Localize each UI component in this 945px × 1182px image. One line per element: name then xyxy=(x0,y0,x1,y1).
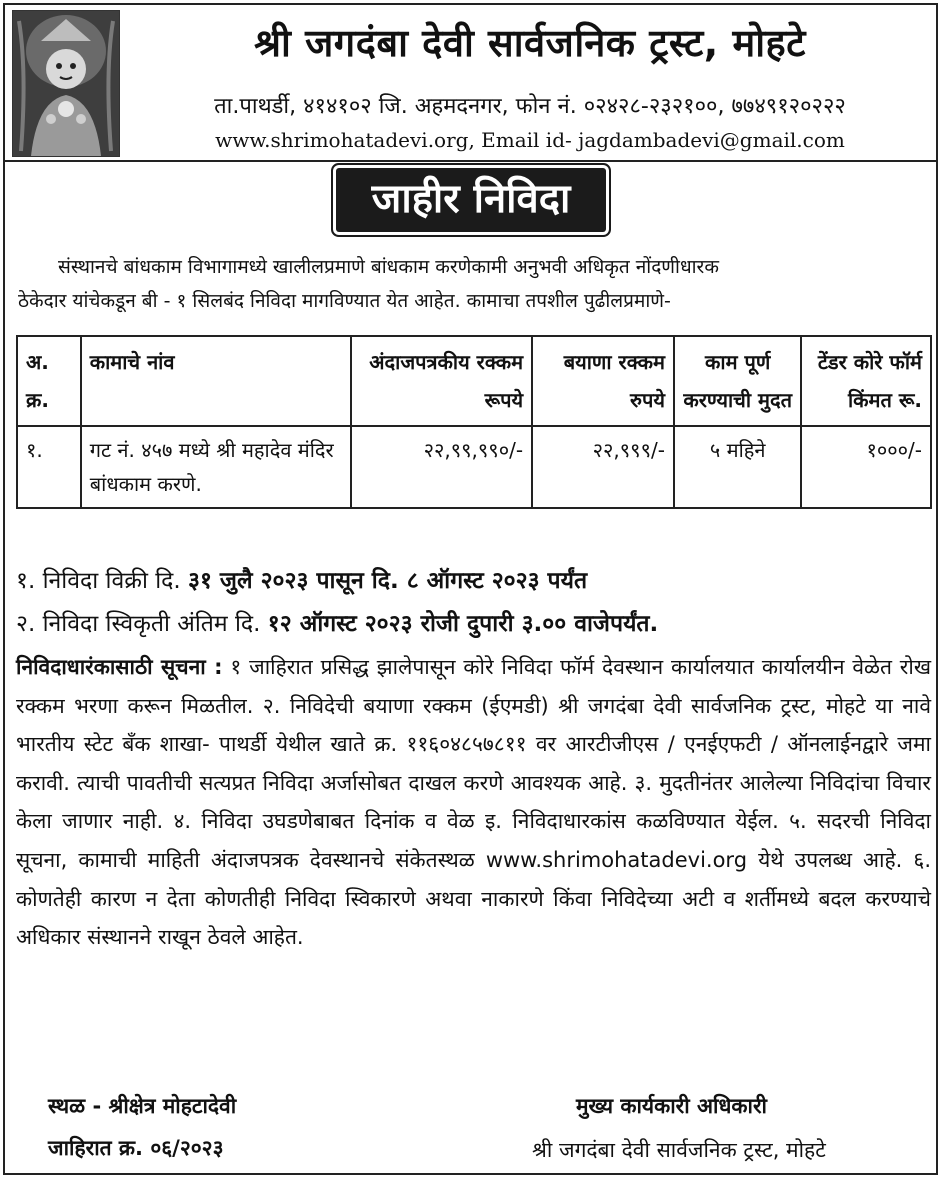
deity-photo xyxy=(12,10,120,157)
table-cell: २२,९९,९९०/- xyxy=(351,426,532,508)
notice-badge: जाहीर निविदा xyxy=(336,168,606,232)
point-2-deadline: १२ ऑगस्ट २०२३ रोजी दुपारी ३.०० वाजेपर्यंत. xyxy=(267,611,659,637)
table-cell: गट नं. ४५७ मध्ये श्री महादेव मंदिर बांधकाम करणे. xyxy=(81,426,351,508)
point-1-prefix: १. निविदा विक्री दि. xyxy=(16,568,188,594)
table-header: बयाणा रक्कम रुपये xyxy=(532,336,674,426)
table-header: कामाचे नांव xyxy=(81,336,351,426)
point-1-dates: ३१ जुलै २०२३ पासून दि. ८ ऑगस्ट २०२३ पर्यंत xyxy=(188,568,588,594)
table-header: काम पूर्ण करण्याची मुदत xyxy=(674,336,801,426)
trust-address: ता.पाथर्डी, ४१४१०२ जि. अहमदनगर, फोन नं. ०२४२८-२३२१००, ७७४९१२०२२२ xyxy=(214,94,846,119)
footer-organization: श्री जगदंबा देवी सार्वजनिक ट्रस्ट, मोहटे xyxy=(532,1138,826,1162)
table-cell: १०००/- xyxy=(801,426,931,508)
intro-line-1: संस्थानचे बांधकाम विभागामध्ये खालीलप्रमाणे बांधकाम करणेकामी अनुभवी अधिकृत नोंदणीधारक xyxy=(58,256,719,278)
footer-ad-number-text: जाहिरात क्र. ०६/२०२३ xyxy=(48,1136,224,1160)
table-header-row xyxy=(17,336,931,426)
footer-ad-number xyxy=(48,1134,224,1162)
intro-paragraph xyxy=(18,250,928,318)
table-header: टेंडर कोरे फॉर्म किंमत रू. xyxy=(801,336,931,426)
footer-place xyxy=(48,1092,236,1120)
table-cell: २२,९९९/- xyxy=(532,426,674,508)
table-header: अ. क्र. xyxy=(17,336,81,426)
table-cell: १. xyxy=(17,426,81,508)
intro-line-2: ठेकेदार यांचेकडून बी - १ सिलबंद निविदा मागविण्यात येत आहेत. कामाचा तपशील पुढीलप्रमाणे- xyxy=(18,290,671,312)
table-header: अंदाजपत्रकीय रक्कम रूपये xyxy=(351,336,532,426)
instructions-heading: निविदाधारंकासाठी सूचना : xyxy=(16,655,223,679)
point-sale-dates xyxy=(16,563,587,595)
table-cell: ५ महिने xyxy=(674,426,801,508)
tender-table xyxy=(16,335,932,509)
footer-signatory xyxy=(576,1092,767,1120)
table-row xyxy=(17,426,931,508)
header-divider xyxy=(3,160,938,162)
bidder-instructions xyxy=(16,648,931,957)
instructions-text: १ जाहिरात प्रसिद्ध झालेपासून कोरे निविदा फॉर्म देवस्थान कार्यालयात कार्यालयीन वेळेत रोख रक्कम भरणा करून मिळतील. २. निविदेची बयाणा रक्कम (ईएमडी) श्री जगदंबा देवी सार्वजनिक ट्रस्ट, मोहटे या नावे भारतीय स्टेट बँक शाखा- पाथर्डी येथील खाते क्र. ११६०४८५७८११ वर आरटीजीएस / एनईएफटी / ऑनलाईनद्वारे जमा करावी. त्याची पावतीची सत्यप्रत निविदा अर्जासोबत दाखल करणे आवश्यक आहे. ३. मुदतीनंतर आलेल्या निविदांचा विचार केला जाणार नाही. ४. निविदा उघडणेबाबत दिनांक व वेळ इ. निविदाधारकांस कळविण्यात येईल. ५. सदरची निविदा सूचना, कामाची माहिती अंदाजपत्रक देवस्थानचे संकेतस्थळ www.shrimohatadevi.org येथे उपलब्ध आहे. ६. कोणतेही कारण न देता कोणतीही निविदा स्विकारणे अथवा नाकारणे किंवा निविदेच्या अटी व शर्तीमध्ये बदल करण्याचे अधिकार संस्थानने राखून ठेवले आहेत. xyxy=(16,655,931,950)
footer-signatory-text: मुख्य कार्यकारी अधिकारी xyxy=(576,1094,767,1118)
point-2-prefix: २. निविदा स्विकृती अंतिम दि. xyxy=(16,611,268,637)
footer-place-text: स्थळ - श्रीक्षेत्र मोहटादेवी xyxy=(48,1094,237,1118)
trust-website-email: www.shrimohatadevi.org, Email id- jagdambadevi@gmail.com xyxy=(215,128,845,152)
point-submission-deadline xyxy=(16,606,658,638)
trust-title: श्री जगदंबा देवी सार्वजनिक ट्रस्ट, मोहटे xyxy=(254,21,806,65)
